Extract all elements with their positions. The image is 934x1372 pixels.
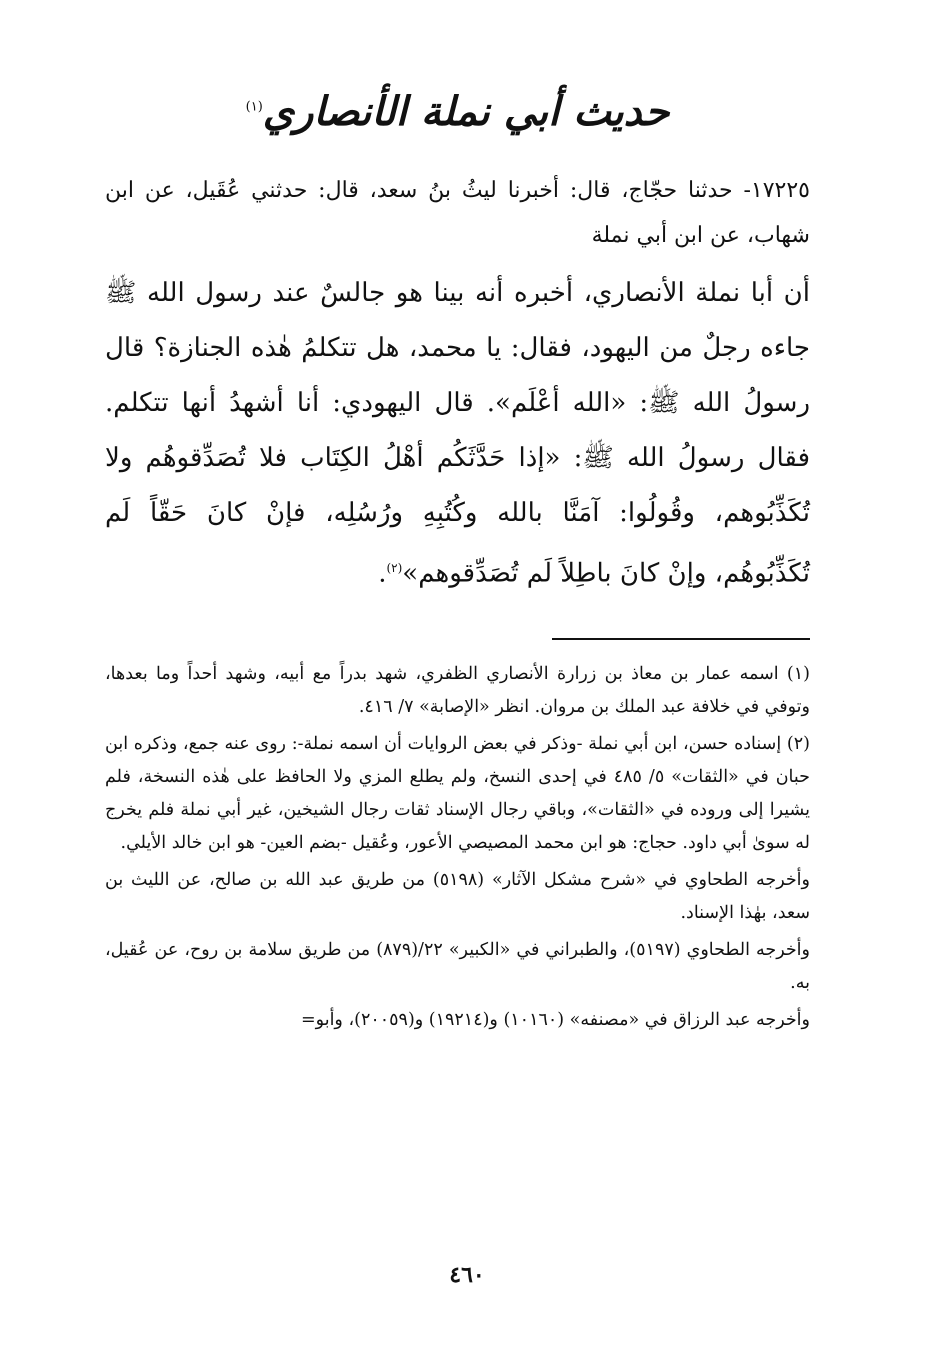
matn-footnote-marker: (٢) [386,561,403,575]
footnote-2-continuation-2: وأخرجه الطحاوي (٥١٩٧)، والطبراني في «الكبير» ٢٢/(٨٧٩) من طريق سلامة بن روح، عن عُقيل، به. [105,939,810,993]
page-number: ٤٦٠ [449,1262,485,1288]
page-content [105,90,810,1041]
footnote-2-continuation-3: وأخرجه عبد الرزاق في «مصنفه» (١٠١٦٠) و(١٩٢١٤) و(٢٠٠٥٩)، وأبو= [301,1009,810,1030]
footnote-1: (١) اسمه عمار بن معاذ بن زرارة الأنصاري الظفري، شهد بدراً مع أبيه، وشهد أحداً وما بعدها، وتوفي في خلافة عبد الملك بن مروان. انظر «الإصابة» ٧/ ٤١٦. [105,663,810,717]
footnote-2: (٢) إسناده حسن، ابن أبي نملة -وذكر في بعض الروايات أن اسمه نملة-: روى عنه جمع، وذكره ابن حبان في «الثقات» ٥/ ٤٨٥ في إحدى النسخ، ولم يطلع المزي ولا الحافظ على هٰذه النسخة، فلم يشيرا إلى وروده في «الثقات»، وباقي رجال الإسناد ثقات رجال الشيخين، غير أبي نملة فلم يخرج له سوىٰ أبي داود. حجاج: هو ابن محمد المصيصي الأعور، وعُقيل -بضم العين- هو ابن خالد الأيلي. [105,733,810,853]
title-footnote-marker: (١) [245,99,263,115]
footnote-2-continuation-1: وأخرجه الطحاوي في «شرح مشكل الآثار» (٥١٩٨) من طريق عبد الله بن صالح، عن الليث بن سعد، بهٰذا الإسناد. [105,869,810,923]
isnad-paragraph: ١٧٢٢٥- حدثنا حجّاج، قال: أخبرنا ليثُ بنُ سعد، قال: حدثني عُقَيل، عن ابن شهاب، عن ابن أبي نملة [105,178,810,248]
footnote-separator [552,638,810,640]
matn-end: . [378,558,387,589]
hadith-title [105,90,810,134]
matn-paragraph [105,266,810,602]
matn-text: أن أبا نملة الأنصاري، أخبره أنه بينا هو جالسٌ عند رسول الله ﷺ جاءه رجلٌ من اليهود، فقال: يا محمد، هل تتكلمُ هٰذه الجنازة؟ قال رسولُ الله ﷺ: «الله أعْلَم». قال اليهودي: أنا أشهدُ أنها تتكلم. فقال رسولُ الله ﷺ: «إذا حَدَّثَكُم أهْلُ الكِتَاب فلا تُصَدِّقوهُم ولا تُكَذِّبُوهم، وقُولُوا: آمَنَّا بالله وكُتُبِهِ ورُسُلِه، فإنْ كانَ حَقّاً لَم تُكَذِّبُوهُم، وإنْ كانَ باطِلاً لَم تُصَدِّقوهم» [105,278,810,589]
title-text: حديث أبي نملة الأنصاري [262,88,670,135]
